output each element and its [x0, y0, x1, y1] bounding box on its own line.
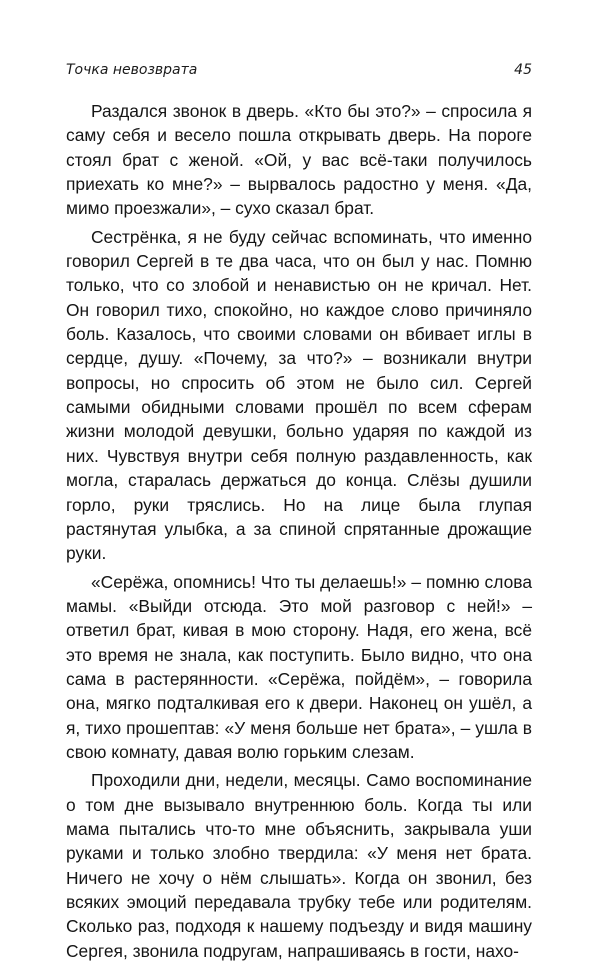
paragraph-2: Сестрёнка, я не буду сейчас вспоминать, что именно говорил Сергей в те два часа, что он был у нас. Помню только, что со злобой и ненавистью он не кричал. Нет. Он говорил тихо, спокойно, но каждое слово причиняло боль. Казалось, что своими словами он вбивает иглы в сердце, душу. «Почему, за что?» – возникали внутри вопросы, но спросить об этом не было сил. Сергей самыми обидными словами прошёл по всем сферам жизни молодой девушки, больно ударяя по каждой из них. Чувствуя внутри себя полную раздавленность, как могла, старалась держаться до конца. Слёзы душили горло, руки тряслись. Но на лице была глупая растянутая улыбка, а за спиной спрятанные дрожащие руки.: [66, 226, 532, 564]
paragraph-1: Раздался звонок в дверь. «Кто бы это?» – спросила я саму себя и весело пошла открывать дверь. На пороге стоял брат с женой. «Ой, у вас всё-таки получилось приехать ко мне?» – вырвалось радостно у меня. «Да, мимо проезжали», – сухо сказал брат.: [66, 101, 532, 219]
paragraph-4: Проходили дни, недели, месяцы. Само воспоминание о том дне вызывало внутреннюю боль. Когда ты или мама пытались что-то мне объяснить, закрывала уши руками и только злобно твердила: «У меня нет брата. Ничего не хочу о нём слышать». Когда он звонил, без всяких эмоций передавала трубку тебе или родителям. Сколько раз, подходя к нашему подъезду и видя машину Сергея, звонила подругам, напрашиваясь в гости, нахо-: [66, 770, 532, 961]
body-text: [66, 99, 532, 967]
paragraph-3: «Серёжа, опомнись! Что ты делаешь!» – помню слова мамы. «Выйди отсюда. Это мой разговор с ней!» – ответил брат, кивая в мою сторону. Надя, его жена, всё это время не знала, как поступить. Было видно, что она сама в растерянности. «Серёжа, пойдём», – говорила она, мягко подталкивая его к двери. Наконец он ушёл, а я, тихо прошептав: «У меня больше нет брата», – ушла в свою комнату, давая волю горьким слезам.: [66, 571, 532, 762]
running-title: Точка невозврата: [66, 62, 198, 78]
page-number: 45: [514, 62, 532, 78]
page-header: [66, 62, 532, 84]
